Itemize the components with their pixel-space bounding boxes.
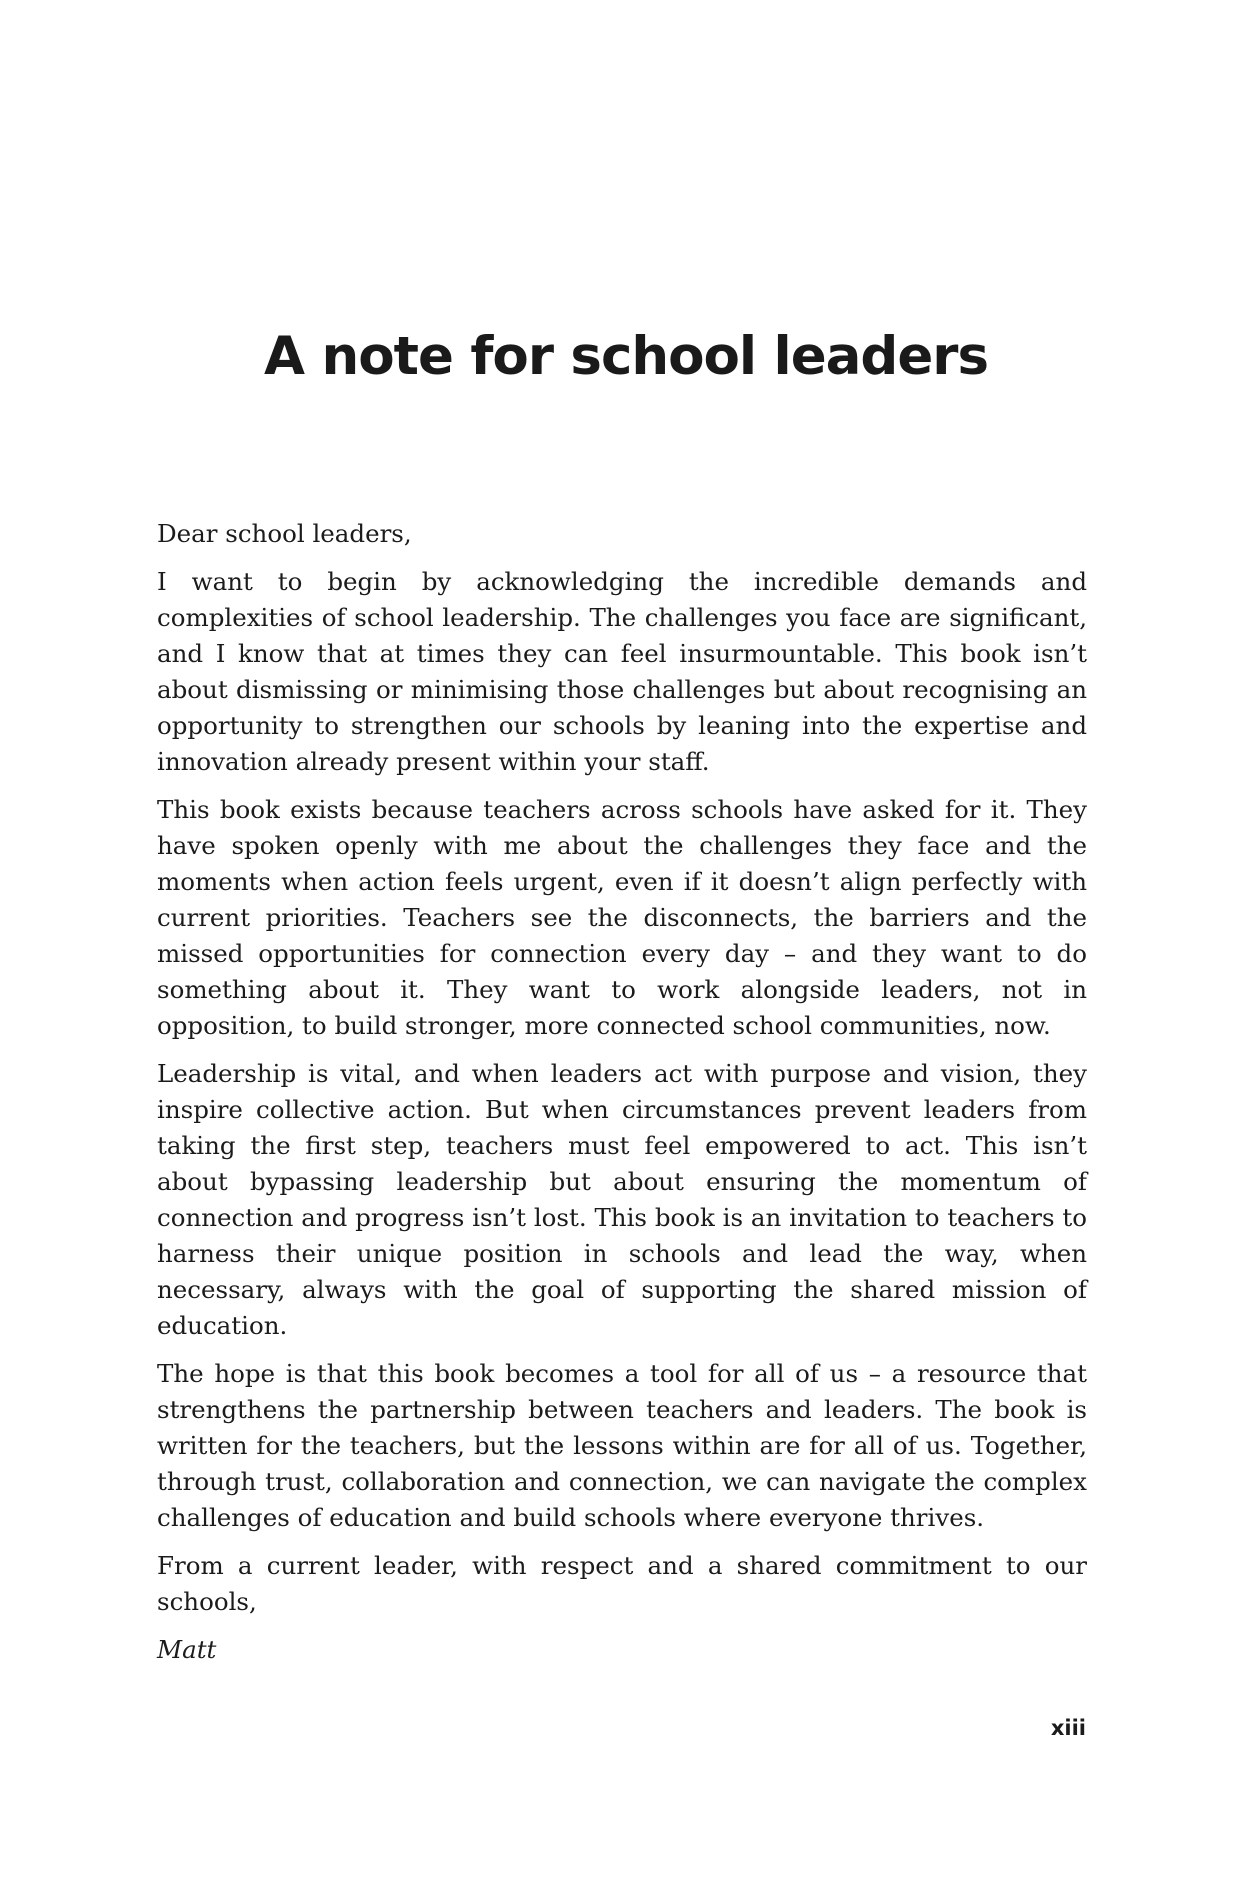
letter-body <box>157 516 1087 1680</box>
signature: Matt <box>157 1635 217 1664</box>
paragraph-1: I want to begin by acknowledging the incredible demands and complexities of school leadership. The challenges you face are significant, and I know that at times they can feel insurmountable. This book isn’t about dismissing or minimising those challenges but about recognising an opportunity to strengthen our schools by leaning into the expertise and innovation already present within your staff. <box>157 567 1087 776</box>
paragraph-3: Leadership is vital, and when leaders act with purpose and vision, they inspire collective action. But when circumstances prevent leaders from taking the first step, teachers must feel empowered to act. This isn’t about bypassing leadership but about ensuring the momentum of connection and progress isn’t lost. This book is an invitation to teachers to harness their unique position in schools and lead the way, when necessary, always with the goal of supporting the shared mission of education. <box>157 1059 1087 1340</box>
salutation: Dear school leaders, <box>157 519 412 548</box>
paragraph-4: The hope is that this book becomes a tool for all of us – a resource that strengthens the partnership between teachers and leaders. The book is written for the teachers, but the lessons within are for all of us. Together, through trust, collaboration and connection, we can navigate the complex challenges of education and build schools where everyone thrives. <box>157 1359 1087 1532</box>
closing-line: From a current leader, with respect and a shared commitment to our schools, <box>157 1551 1087 1616</box>
page-title: A note for school leaders <box>264 326 988 387</box>
paragraph-2: This book exists because teachers across schools have asked for it. They have spoken openly with me about the challenges they face and the moments when action feels urgent, even if it doesn’t align perfectly with current priorities. Teachers see the disconnects, the barriers and the missed opportunities for connection every day – and they want to do something about it. They want to work alongside leaders, not in opposition, to build stronger, more connected school communities, now. <box>157 795 1087 1040</box>
page-number: xiii <box>1050 1716 1086 1740</box>
